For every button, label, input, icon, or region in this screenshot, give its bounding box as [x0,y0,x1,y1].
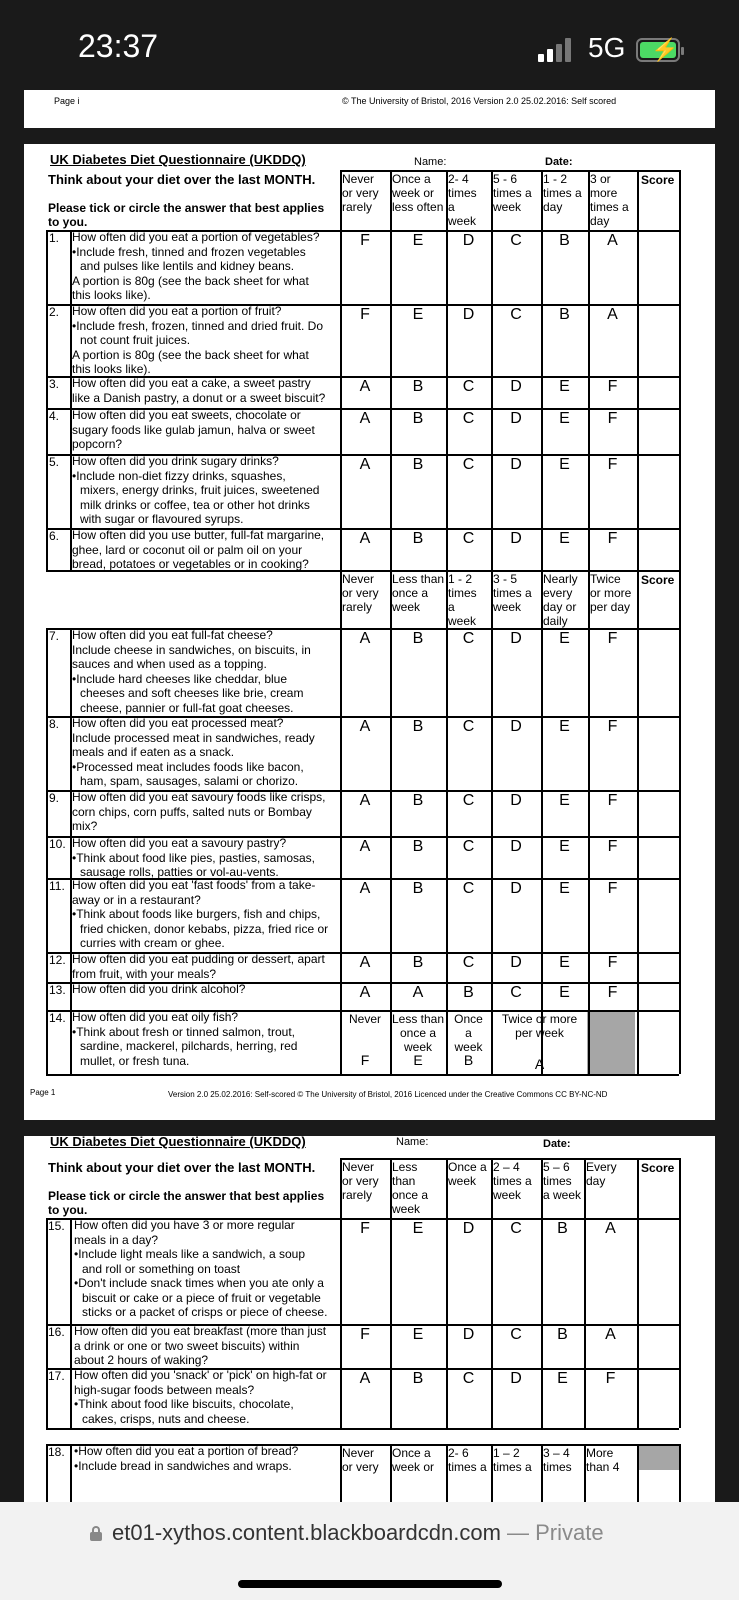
answer-option-q3-6[interactable]: F [607,378,618,395]
answer-option-q14-2[interactable]: E [413,1052,423,1068]
answer-option-q15-3[interactable]: D [462,1220,475,1237]
freq-header-q18-5: 3 – 4 times [543,1446,572,1474]
score-cell[interactable] [637,1324,679,1368]
score-cell[interactable] [637,878,679,952]
answer-option-q14-4[interactable]: A [534,1056,545,1072]
answer-option-q12-3[interactable]: C [462,954,475,971]
name-label: Name: [414,156,447,168]
answer-option-q7-2[interactable]: B [412,630,424,647]
answer-option-q8-5[interactable]: E [559,718,570,735]
instruction-heading: Think about your diet over the last MONTH. [48,172,316,187]
footer-page-number: Page 1 [30,1088,56,1097]
question-number: 11. [49,879,65,893]
answer-option-q2-5[interactable]: B [559,306,570,323]
answer-option-q12-1[interactable]: A [359,954,371,971]
freq-header-q18-3: 2- 6 times a [448,1446,487,1474]
answer-option-q13-4[interactable]: C [510,984,522,1001]
answer-option-q16-1[interactable]: F [360,1326,370,1343]
freq-header-q18-2: Once a week or [392,1446,435,1474]
answer-option-q8-6[interactable]: F [607,718,618,735]
score-cell[interactable] [637,454,679,528]
answer-option-q15-1[interactable]: F [360,1220,370,1237]
grid-line [679,1444,681,1502]
question-text: How often did you eat 'fast foods' from a take- away or in a restaurant? • Think about foods like burgers, fish and chips, fried chicken, donor kebabs, pizza, fried rice or curries with cream or ghee. [72,878,338,951]
freq-header-c-3: Once a week [448,1160,487,1188]
answer-option-q17-2[interactable]: B [412,1370,424,1387]
grid-line [46,628,48,1074]
answer-option-q12-6[interactable]: F [607,954,618,971]
answer-option-q5-4[interactable]: D [510,456,522,473]
answer-option-q6-2[interactable]: B [412,530,424,547]
answer-option-q6-6[interactable]: F [607,530,618,547]
question-number: 12. [49,953,66,967]
question-text: How often did you eat full-fat cheese? Include cheese in sandwiches, on biscuits, in sauces and when used as a topping. • Include hard cheeses like cheddar, blue cheeses and soft cheeses like brie, cream cheese, pannier or full-fat goat cheeses. [72,628,338,715]
freq-header-b-4: 3 - 5 times a week [493,572,532,614]
answer-option-q9-3[interactable]: C [462,792,475,809]
question-text: How often did you eat sweets, chocolate or sugary foods like gulab jamun, halva or sweet popcorn? [72,408,315,451]
answer-option-q17-6[interactable]: F [605,1370,616,1387]
questionnaire-page-1[interactable] [24,144,715,1120]
grid-line [70,1444,72,1502]
grid-line [588,1010,590,1074]
answer-option-q1-5[interactable]: B [559,232,570,249]
answer-option-q16-5[interactable]: B [557,1326,568,1343]
instruction-line-2-2: to you. [48,1203,88,1217]
answer-option-q8-3[interactable]: C [462,718,475,735]
answer-option-q15-4[interactable]: C [510,1220,522,1237]
answer-option-q8-1[interactable]: A [359,718,371,735]
network-label: 5G [588,32,626,63]
answer-option-q2-4[interactable]: C [510,306,522,323]
answer-option-q4-4[interactable]: D [510,410,522,427]
question-text: How often did you eat pudding or dessert, apart from fruit, with your meals? [72,952,325,981]
score-cell[interactable] [637,230,679,304]
question-text: • How often did you eat a portion of bread? • Include bread in sandwiches and wraps. [74,1444,338,1473]
answer-option-q11-1[interactable]: A [359,880,371,897]
answer-option-q13-1[interactable]: A [359,984,371,1001]
answer-option-q10-3[interactable]: C [462,838,475,855]
question-text: How often did you eat a cake, a sweet pastry like a Danish pastry, a donut or a sweet biscuit? [72,376,326,405]
answer-option-q10-6[interactable]: F [607,838,618,855]
answer-option-q3-5[interactable]: E [559,378,570,395]
answer-option-q5-6[interactable]: F [607,456,618,473]
answer-option-q2-2[interactable]: E [412,306,424,323]
answer-option-q17-1[interactable]: A [359,1370,371,1387]
disabled-score-cell [639,1446,679,1470]
question-number: 1. [49,231,60,245]
answer-option-q13-2[interactable]: A [412,984,424,1001]
answer-option-q3-2[interactable]: B [412,378,424,395]
answer-option-q1-4[interactable]: C [510,232,522,249]
grid-line [46,230,48,570]
freq-header-b-3: 1 - 2 times a week [448,572,477,628]
instruction-line-1: Please tick or circle the answer that best applies [48,201,325,215]
instruction-heading-2: Think about your diet over the last MONTH. [48,1160,316,1175]
page-label: Page i [54,96,80,106]
answer-option-q3-4[interactable]: D [510,378,522,395]
score-cell[interactable] [637,1368,679,1428]
answer-option-q14-1[interactable]: F [360,1052,370,1068]
answer-option-q5-1[interactable]: A [359,456,371,473]
answer-option-q7-3[interactable]: C [462,630,475,647]
answer-option-q10-5[interactable]: E [559,838,570,855]
freq-header-q18-4: 1 – 2 times a [493,1446,532,1474]
answer-option-q16-3[interactable]: D [462,1326,475,1343]
score-header-b: Score [641,573,675,587]
answer-option-q5-3[interactable]: C [462,456,475,473]
answer-option-q9-6[interactable]: F [607,792,618,809]
answer-option-q12-4[interactable]: D [510,954,522,971]
grid-line [46,1218,48,1428]
question-number: 9. [49,791,60,805]
question-text: How often did you use butter, full-fat margarine, ghee, lard or coconut oil or palm oil on your bread, potatoes or vegetables or in cooking? [72,528,325,571]
answer-option-q17-4[interactable]: D [510,1370,522,1387]
freq-header-b-6: Twice or more per day [590,572,632,614]
freq-header-b-2: Less than once a week [392,572,445,614]
freq-header-5: 1 - 2 times a day [543,172,582,214]
answer-option-q1-2[interactable]: E [412,232,424,249]
question-number: 18. [48,1445,65,1459]
question-text: How often did you eat a portion of vegetables? • Include fresh, tinned and frozen vegetables and pulses like lentils and kidney beans. A portion is 80g (see the back sheet for what this looks like). [72,230,338,303]
answer-option-q2-3[interactable]: D [462,306,475,323]
answer-option-q8-4[interactable]: D [510,718,522,735]
answer-option-q2-1[interactable]: F [360,306,370,323]
freq-header-4: 5 - 6 times a week [493,172,532,214]
grid-line [46,1428,679,1430]
question-number: 4. [49,409,60,423]
answer-option-q7-5[interactable]: E [559,630,570,647]
answer-option-q10-1[interactable]: A [359,838,371,855]
freq-header-6: 3 or more times a day [590,172,629,228]
q14-header-1: Never [348,1012,381,1026]
answer-option-q13-6[interactable]: F [607,984,618,1001]
answer-option-q16-4[interactable]: C [510,1326,522,1343]
freq-header-b-1: Never or very rarely [342,572,379,614]
grid-line [70,1218,72,1428]
freq-header-b-5: Nearly every day or daily [543,572,578,628]
answer-option-q11-5[interactable]: E [559,880,570,897]
form-title: UK Diabetes Diet Questionnaire (UKDDQ) [50,152,306,167]
answer-option-q9-4[interactable]: D [510,792,522,809]
question-number: 7. [49,629,60,643]
q14-header-3: Once a week [454,1012,483,1054]
score-cell[interactable] [637,1218,679,1324]
freq-header-c-5: 5 – 6 times a week [543,1160,582,1202]
answer-option-q12-5[interactable]: E [559,954,570,971]
instruction-line-2-1: Please tick or circle the answer that best applies [48,1189,325,1203]
answer-option-q4-2[interactable]: B [412,410,424,427]
url-text[interactable]: et01-xythos.content.blackboardcdn.com — Private [112,1520,604,1545]
score-header: Score [641,173,675,187]
page-header-strip [24,90,715,128]
question-text: How often did you eat processed meat? Include processed meat in sandwiches, ready meals and if eaten as a snack. • Processed meat includes foods like bacon, ham, spam, sausages, salami or chorizo. [72,716,338,789]
answer-option-q10-2[interactable]: B [412,838,424,855]
answer-option-q11-6[interactable]: F [607,880,618,897]
question-text: How often did you drink alcohol? [72,982,246,996]
name-label-2: Name: [396,1136,429,1148]
score-cell[interactable] [637,628,679,716]
answer-option-q17-5[interactable]: E [557,1370,568,1387]
answer-option-q13-5[interactable]: E [559,984,570,1001]
answer-option-q7-4[interactable]: D [510,630,522,647]
answer-option-q3-3[interactable]: C [462,378,475,395]
answer-option-q9-5[interactable]: E [559,792,570,809]
question-number: 14. [49,1011,66,1025]
score-cell[interactable] [637,982,679,1010]
instruction-line-2: to you. [48,215,88,229]
question-text: How often did you have 3 or more regular meals in a day? • Include light meals like a sandwich, a soup and roll or something on toast • Don't include snack times when you ate only a biscuit or cake or a piece of fruit or vegetable sticks or a packet of crisps or piece of cheese. [74,1218,338,1320]
question-text: How often did you 'snack' or 'pick' on high-fat or high-sugar foods between meals? • Think about food like biscuits, chocolate, cakes, crisps, nuts and cheese. [74,1368,338,1426]
answer-option-q7-6[interactable]: F [607,630,618,647]
date-label: Date: [545,156,573,168]
questionnaire-page-2[interactable] [24,1136,715,1502]
answer-option-q10-4[interactable]: D [510,838,522,855]
freq-header-2: Once a week or less often [392,172,444,214]
score-cell[interactable] [637,952,679,982]
signal-icon [538,38,574,62]
answer-option-q16-2[interactable]: E [412,1326,424,1343]
copyright-label: © The University of Bristol, 2016 Version 2.0 25.02.2016: Self scored [342,96,617,106]
q14-header-2: Less than once a week [391,1012,445,1054]
score-cell[interactable] [637,528,679,570]
score-cell[interactable] [637,304,679,376]
answer-option-q16-6[interactable]: A [605,1326,616,1343]
grid-line [340,230,342,1074]
freq-header-q18-6: More than 4 [586,1446,620,1474]
answer-option-q3-1[interactable]: A [359,378,371,395]
freq-header-c-4: 2 – 4 times a week [493,1160,532,1202]
question-number: 17. [48,1369,65,1383]
answer-option-q9-2[interactable]: B [412,792,424,809]
answer-option-q1-1[interactable]: F [360,232,370,249]
answer-option-q12-2[interactable]: B [412,954,424,971]
question-text: How often did you drink sugary drinks? • Include non-diet fizzy drinks, squashes, mixers, energy drinks, fruit juices, sweetened milk drinks or coffee, tea or other hot drinks with sugar or flavoured syrups. [72,454,338,527]
score-cell[interactable] [637,408,679,454]
answer-option-q11-4[interactable]: D [510,880,522,897]
battery-icon: ⚡ [636,38,680,62]
answer-option-q15-5[interactable]: B [557,1220,568,1237]
status-bar [0,0,739,90]
answer-option-q1-6[interactable]: A [607,232,618,249]
answer-option-q6-4[interactable]: D [510,530,522,547]
answer-option-q6-1[interactable]: A [359,530,371,547]
question-number: 6. [49,529,60,543]
question-text: How often did you eat a portion of fruit? • Include fresh, frozen, tinned and dried fruit. Do not count fruit juices. A portion is 80g (see the back sheet for what this looks like). [72,304,338,377]
answer-option-q6-5[interactable]: E [559,530,570,547]
answer-option-q11-3[interactable]: C [462,880,475,897]
answer-option-q2-6[interactable]: A [607,306,618,323]
answer-option-q7-1[interactable]: A [359,630,371,647]
score-header-2: Score [641,1161,675,1175]
grid-line [46,1074,679,1076]
freq-header-c-6: Every day [586,1160,617,1188]
answer-option-q9-1[interactable]: A [359,792,371,809]
score-cell[interactable] [637,376,679,408]
lock-icon [90,1526,102,1540]
footer-license: Version 2.0 25.02.2016: Self-scored © The University of Bristol, 2016 Licenced under the Creative Commons CC BY-NC-ND [168,1090,608,1099]
answer-option-q1-3[interactable]: D [462,232,475,249]
freq-header-c-2: Less than once a week [392,1160,429,1216]
question-number: 2. [49,305,60,319]
answer-option-q11-2[interactable]: B [412,880,424,897]
home-indicator[interactable] [238,1580,502,1588]
freq-header-q18-1: Never or very [342,1446,379,1474]
question-number: 3. [49,377,60,391]
freq-header-3: 2- 4 times a week [448,172,477,228]
date-label-2: Date: [543,1138,571,1150]
question-text: How often did you eat savoury foods like crisps, corn chips, corn puffs, salted nuts or Bombay mix? [72,790,326,833]
answer-option-q4-3[interactable]: C [462,410,475,427]
freq-header-c-1: Never or very rarely [342,1160,379,1202]
answer-option-q4-1[interactable]: A [359,410,371,427]
form-title-2: UK Diabetes Diet Questionnaire (UKDDQ) [50,1134,306,1149]
score-cell[interactable] [637,836,679,878]
question-text: How often did you eat breakfast (more than just a drink or one or two sweet biscuits) within about 2 hours of waking? [74,1324,327,1367]
answer-option-q14-3[interactable]: B [463,1052,474,1068]
question-text: How often did you eat oily fish? • Think about fresh or tinned salmon, trout, sardine, mackerel, pilchards, herring, red mullet, or fresh tuna. [72,1010,338,1068]
grid-line [679,1158,681,1428]
answer-option-q17-3[interactable]: C [462,1370,475,1387]
score-cell[interactable] [637,790,679,836]
question-number: 8. [49,717,60,731]
freq-header-1: Never or very rarely [342,172,379,214]
answer-option-q13-3[interactable]: B [463,984,474,1001]
answer-option-q8-2[interactable]: B [412,718,424,735]
answer-option-q4-6[interactable]: F [607,410,618,427]
answer-option-q6-3[interactable]: C [462,530,475,547]
status-time: 23:37 [78,28,159,64]
disabled-score-cell [587,1012,635,1074]
answer-option-q5-5[interactable]: E [559,456,570,473]
answer-option-q15-6[interactable]: A [605,1220,616,1237]
question-number: 15. [48,1219,65,1233]
answer-option-q4-5[interactable]: E [559,410,570,427]
score-cell[interactable] [637,716,679,790]
answer-option-q15-2[interactable]: E [412,1220,424,1237]
browser-url-bar[interactable] [0,1502,739,1600]
question-number: 16. [48,1325,65,1339]
q14-header-4: Twice or more per week [501,1012,578,1040]
question-number: 13. [49,983,66,997]
answer-option-q5-2[interactable]: B [412,456,424,473]
question-text: How often did you eat a savoury pastry? • Think about food like pies, pasties, samosas, sausage rolls, patties or vol-au-vents. [72,836,338,880]
question-number: 10. [49,837,66,851]
question-number: 5. [49,455,60,469]
grid-line [679,170,681,1074]
